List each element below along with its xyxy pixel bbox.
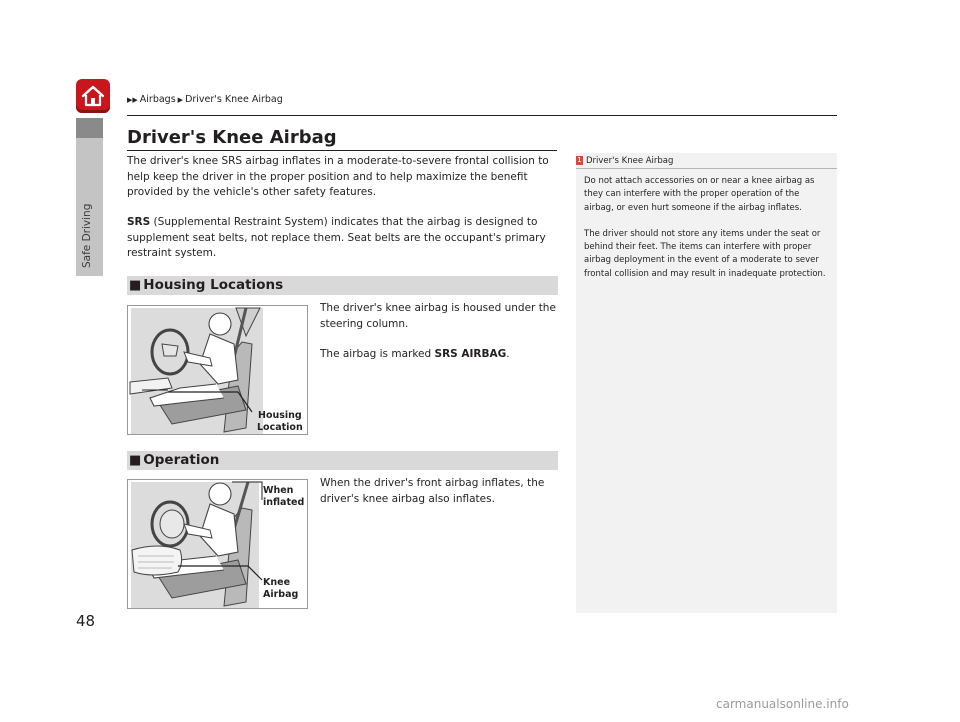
header-divider [127, 115, 837, 116]
srs-airbag-label: SRS AIRBAG [434, 348, 507, 360]
breadcrumb [127, 94, 283, 105]
breadcrumb-link-airbags[interactable]: Airbags [139, 94, 176, 105]
sidebar-section-label: Safe Driving [81, 203, 93, 268]
callout-line: inflated [263, 497, 305, 508]
black-square-icon: ■ [129, 453, 142, 468]
knee-airbag-callout [263, 577, 298, 601]
section-heading-operation [127, 451, 558, 470]
black-square-icon: ■ [129, 278, 142, 293]
note-heading-text: Driver's Knee Airbag [586, 156, 674, 166]
note-divider [576, 168, 837, 169]
home-icon [81, 85, 105, 107]
intro-paragraph: The driver's knee SRS airbag inflates in a moderate-to-severe frontal collision to help keep the driver in the proper position and to help maximize the benefit provided by the vehicle's other safety features. [127, 155, 549, 198]
note-paragraph: The driver should not store any items under the seat or behind their feet. The items can interfere with proper airbag deployment in the event of a moderate to sever frontal collision and may result in inadequate protection. [584, 228, 826, 279]
marking-end: . [506, 348, 510, 360]
section-heading-text: Housing Locations [143, 277, 284, 293]
home-button[interactable] [76, 79, 110, 113]
callout-line: Location [257, 422, 303, 433]
airbag-marking-text [320, 347, 560, 363]
srs-term: SRS [127, 216, 151, 228]
housing-text: The driver's knee airbag is housed under the steering column. [320, 302, 556, 330]
sidebar-section-tab[interactable] [76, 118, 103, 138]
note-heading [576, 156, 837, 166]
operation-illustration [127, 479, 308, 609]
callout-line: Housing [258, 410, 302, 421]
when-inflated-callout [263, 485, 304, 509]
triangle-right-icon: ▶ [177, 96, 184, 104]
callout-line: Airbag [263, 589, 299, 600]
section-heading-housing [127, 276, 558, 295]
note-badge: 1 [577, 156, 582, 164]
housing-location-callout [257, 410, 303, 434]
page-number: 48 [76, 612, 96, 630]
note-paragraph: Do not attach accessories on or near a knee airbag as they can interfere with the proper operation of the airbag, or even hurt someone if the airbag inflates. [584, 176, 815, 213]
triangle-right-icon: ▶▶ [127, 96, 138, 104]
watermark: carmanualsonline.info [716, 697, 849, 711]
title-divider [127, 150, 557, 151]
operation-text: When the driver's front airbag inflates, the driver's knee airbag also inflates. [320, 477, 545, 505]
srs-definition: (Supplemental Restraint System) indicates that the airbag is designed to supplement seat belts, not replace them. Seat belts are the occupant's primary restraint system. [127, 216, 546, 259]
page-title: Driver's Knee Airbag [127, 127, 337, 148]
housing-location-illustration [127, 305, 308, 435]
srs-paragraph [127, 215, 559, 262]
section-heading-text: Operation [143, 452, 220, 468]
callout-line: Knee [263, 577, 291, 588]
breadcrumb-link-knee-airbag[interactable]: Driver's Knee Airbag [185, 94, 283, 105]
marking-lead: The airbag is marked [320, 348, 435, 360]
callout-line: When [263, 485, 294, 496]
note-body [584, 175, 830, 281]
